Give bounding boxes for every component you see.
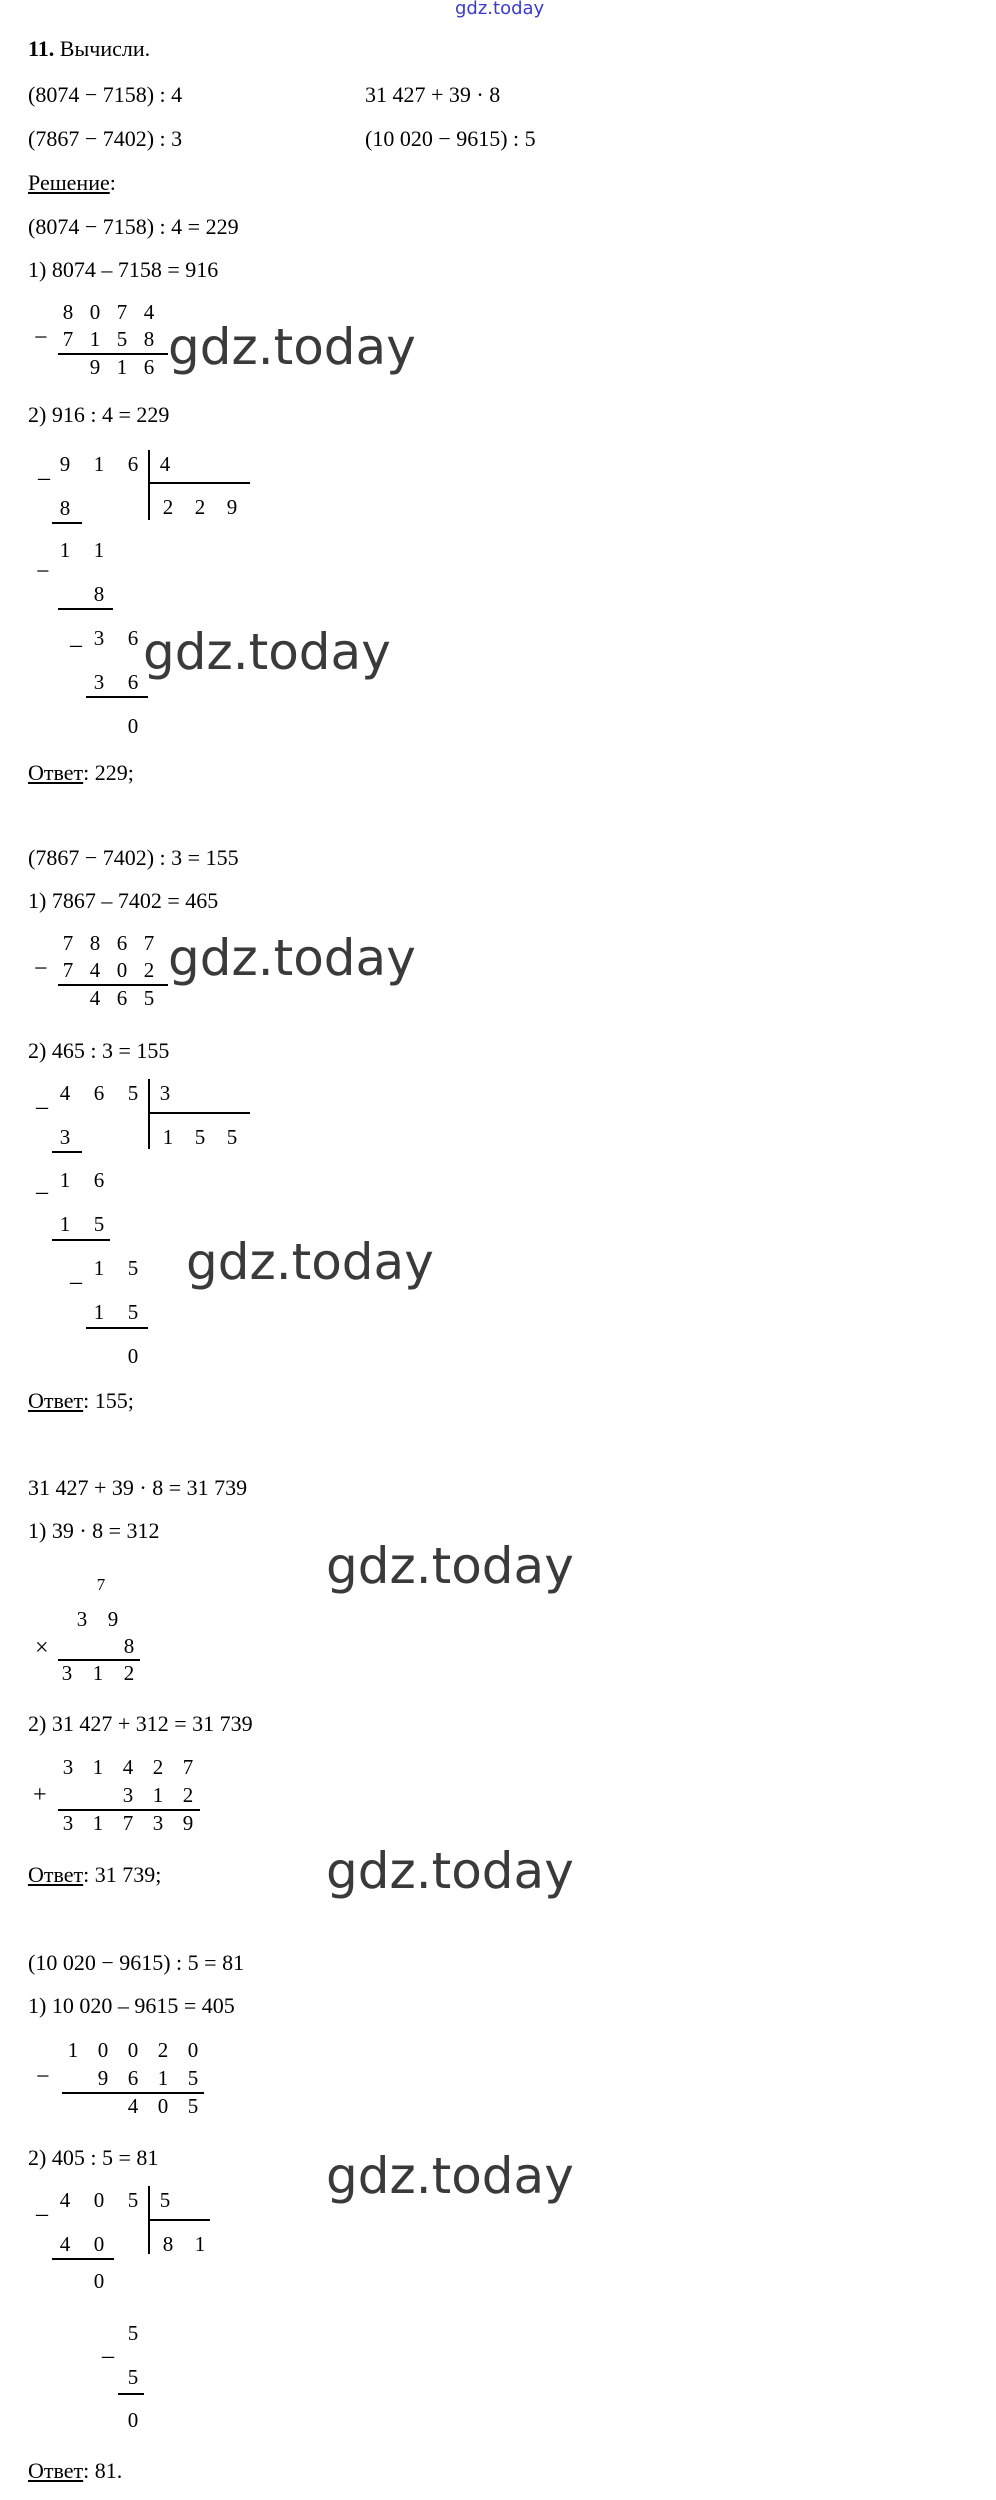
digit: 8 [143, 327, 155, 351]
watermark: gdz.today [326, 1842, 574, 1900]
digit: 6 [116, 931, 128, 955]
digit: 7 [62, 931, 74, 955]
digit: 3 [59, 1125, 71, 1149]
digit: 4 [89, 958, 101, 982]
digit: 3 [152, 1811, 164, 1835]
digit: 6 [116, 986, 128, 1010]
task-number: 11. [28, 36, 55, 61]
digit: 7 [122, 1811, 134, 1835]
digit: 0 [93, 2188, 105, 2212]
watermark: gdz.today [168, 318, 416, 376]
step-line [118, 2393, 144, 2395]
divisor-line [150, 482, 250, 484]
watermark: gdz.today [143, 623, 391, 681]
digit: 0 [89, 300, 101, 324]
expression-4: (10 020 − 9615) : 5 [365, 126, 536, 151]
digit: 1 [92, 1755, 104, 1779]
minus-sign: − [36, 559, 50, 585]
minus-sign: − [36, 2064, 50, 2090]
digit: 4 [122, 1755, 134, 1779]
digit: 7 [182, 1755, 194, 1779]
digit: 4 [143, 300, 155, 324]
expression-3: (7867 − 7402) : 3 [28, 126, 183, 151]
carry-digit: 7 [96, 1575, 106, 1594]
digit: 3 [62, 1811, 74, 1835]
remainder: 0 [127, 714, 139, 738]
step-line [52, 2258, 114, 2260]
digit: 3 [61, 1661, 73, 1685]
answer-label: Ответ [28, 760, 84, 785]
block2-step1: 1) 7867 – 7402 = 465 [28, 888, 219, 913]
remainder: 0 [127, 2408, 139, 2432]
digit: 5 [93, 1212, 105, 1236]
digit: 1 [92, 1811, 104, 1835]
digit: 2 [162, 495, 174, 519]
step-line [52, 522, 82, 524]
step-line [52, 1239, 110, 1241]
digit: 5 [127, 2188, 139, 2212]
digit: 7 [143, 931, 155, 955]
answer-label: Ответ [28, 2458, 84, 2483]
block4-answer [28, 2460, 122, 2482]
digit: 6 [127, 2066, 139, 2090]
block3-heading: 31 427 + 39 · 8 = 31 739 [28, 1475, 248, 1500]
block1-step2: 2) 916 : 4 = 229 [28, 402, 170, 427]
block4-step2: 2) 405 : 5 = 81 [28, 2145, 159, 2170]
digit: 1 [59, 538, 71, 562]
division-bar [148, 1079, 150, 1149]
minus-sign: − [34, 956, 48, 982]
digit: 5 [127, 2321, 139, 2345]
digit: 8 [123, 1634, 135, 1658]
digit: 2 [152, 1755, 164, 1779]
watermark: gdz.today [326, 2147, 574, 2205]
divisor: 3 [159, 1081, 171, 1105]
digit: 4 [59, 2188, 71, 2212]
digit: 9 [59, 452, 71, 476]
divisor-line [150, 1112, 250, 1114]
divisor: 5 [159, 2188, 171, 2212]
digit: 7 [62, 327, 74, 351]
digit: 6 [127, 452, 139, 476]
digit: 5 [187, 2066, 199, 2090]
digit: 8 [59, 496, 71, 520]
expression-1: (8074 − 7158) : 4 [28, 82, 183, 107]
digit: 9 [107, 1607, 119, 1631]
digit: 1 [194, 2232, 206, 2256]
digit: 3 [93, 670, 105, 694]
multiply-sign: × [35, 1635, 49, 1661]
digit: 1 [93, 1300, 105, 1324]
step-line [86, 696, 148, 698]
minus-sign: _ [36, 1086, 48, 1112]
digit: 4 [89, 986, 101, 1010]
digit: 1 [93, 452, 105, 476]
step-line [58, 608, 113, 610]
task-title: Вычисли. [59, 36, 151, 61]
remainder: 0 [127, 1344, 139, 1368]
digit: 9 [182, 1811, 194, 1835]
digit: 6 [143, 355, 155, 379]
digit: 9 [97, 2066, 109, 2090]
task-header [28, 38, 150, 60]
block3-answer [28, 1864, 161, 1886]
digit: 1 [157, 2066, 169, 2090]
answer-label: Ответ [28, 1388, 84, 1413]
digit: 2 [157, 2038, 169, 2062]
digit: 7 [116, 300, 128, 324]
minus-sign: _ [36, 2193, 48, 2219]
digit: 5 [116, 327, 128, 351]
minus-sign: _ [36, 1171, 48, 1197]
step-line [52, 1151, 82, 1153]
digit: 5 [127, 2365, 139, 2389]
answer-value: : 155; [83, 1388, 134, 1413]
digit: 0 [93, 2232, 105, 2256]
digit: 0 [116, 958, 128, 982]
block2-answer [28, 1390, 134, 1412]
digit: 6 [93, 1081, 105, 1105]
digit: 3 [93, 626, 105, 650]
answer-label: Ответ [28, 1862, 84, 1887]
block1-answer [28, 762, 134, 784]
digit: 8 [62, 300, 74, 324]
digit: 0 [187, 2038, 199, 2062]
digit: 9 [89, 355, 101, 379]
digit: 5 [143, 986, 155, 1010]
digit: 6 [127, 626, 139, 650]
block3-step1: 1) 39 · 8 = 312 [28, 1518, 160, 1543]
digit: 1 [59, 1168, 71, 1192]
digit: 6 [93, 1168, 105, 1192]
digit: 1 [92, 1661, 104, 1685]
digit: 1 [67, 2038, 79, 2062]
digit: 5 [226, 1125, 238, 1149]
block4-step1: 1) 10 020 – 9615 = 405 [28, 1993, 235, 2018]
digit: 7 [62, 958, 74, 982]
block1-heading: (8074 − 7158) : 4 = 229 [28, 214, 239, 239]
digit: 3 [76, 1607, 88, 1631]
expression-2: 31 427 + 39 · 8 [365, 82, 501, 107]
minus-sign: − [34, 325, 48, 351]
digit: 6 [127, 670, 139, 694]
block3-step2: 2) 31 427 + 312 = 31 739 [28, 1711, 253, 1736]
digit: 4 [59, 1081, 71, 1105]
digit: 5 [127, 1081, 139, 1105]
digit: 0 [157, 2094, 169, 2118]
digit: 1 [89, 327, 101, 351]
digit: 1 [162, 1125, 174, 1149]
digit: 1 [152, 1783, 164, 1807]
digit: 4 [127, 2094, 139, 2118]
digit: 3 [122, 1783, 134, 1807]
watermark: gdz.today [326, 1537, 574, 1595]
watermark: gdz.today [186, 1233, 434, 1291]
minus-sign: _ [102, 2335, 114, 2361]
answer-value: : 81. [83, 2458, 123, 2483]
header-watermark: gdz.today [455, 0, 545, 19]
digit: 8 [89, 931, 101, 955]
digit: 4 [59, 2232, 71, 2256]
digit: 0 [93, 2269, 105, 2293]
block2-heading: (7867 − 7402) : 3 = 155 [28, 845, 239, 870]
answer-value: : 229; [83, 760, 134, 785]
digit: 0 [97, 2038, 109, 2062]
divisor: 4 [159, 452, 171, 476]
step-line [86, 1327, 148, 1329]
watermark: gdz.today [168, 929, 416, 987]
plus-sign: + [33, 1782, 47, 1808]
digit: 2 [182, 1783, 194, 1807]
digit: 1 [116, 355, 128, 379]
digit: 2 [123, 1661, 135, 1685]
solution-heading: Решение: [28, 170, 116, 195]
digit: 5 [194, 1125, 206, 1149]
digit: 1 [59, 1212, 71, 1236]
digit: 0 [127, 2038, 139, 2062]
divisor-line [150, 2219, 210, 2221]
answer-value: : 31 739; [83, 1862, 162, 1887]
digit: 5 [127, 1300, 139, 1324]
minus-sign: _ [70, 1261, 82, 1287]
digit: 5 [187, 2094, 199, 2118]
division-bar [148, 450, 150, 520]
minus-sign: _ [70, 624, 82, 650]
digit: 8 [162, 2232, 174, 2256]
block2-step2: 2) 465 : 3 = 155 [28, 1038, 170, 1063]
block1-step1: 1) 8074 – 7158 = 916 [28, 257, 219, 282]
minus-sign: _ [38, 457, 50, 483]
digit: 8 [93, 582, 105, 606]
digit: 9 [226, 495, 238, 519]
digit: 1 [93, 538, 105, 562]
digit: 5 [127, 1256, 139, 1280]
digit: 3 [62, 1755, 74, 1779]
digit: 1 [93, 1256, 105, 1280]
block4-heading: (10 020 − 9615) : 5 = 81 [28, 1950, 245, 1975]
digit: 2 [194, 495, 206, 519]
digit: 2 [143, 958, 155, 982]
solution-label: Решение [28, 170, 110, 195]
